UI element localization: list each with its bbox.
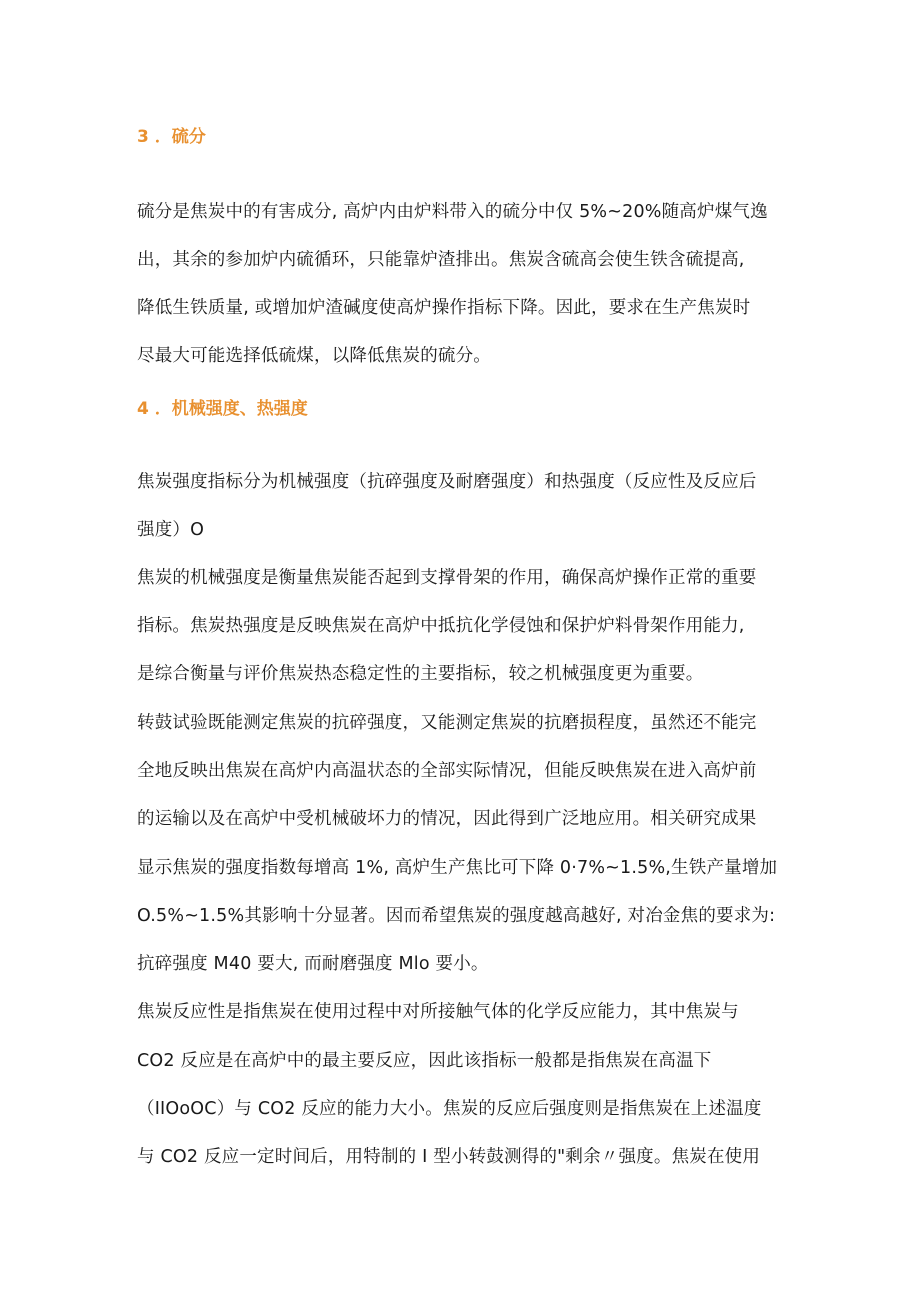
reactivity-line: 焦炭反应性是指焦炭在使用过程中对所接触气体的化学反应能力，其中焦炭与	[137, 1002, 739, 1022]
drum-test-line: O.5%~1.5%其影响十分显著。因而希望焦炭的强度越高越好, 对冶金焦的要求为:	[137, 906, 776, 926]
sulfur-paragraph-line: 出，其余的参加炉内硫循环，只能靠炉渣排出。焦炭含硫高会使生铁含硫提高,	[137, 250, 745, 270]
reactivity-line: （IIOoOC）与 CO2 反应的能力大小。焦炭的反应后强度则是指焦炭在上述温度	[137, 1099, 762, 1119]
drum-test-line: 的运输以及在高炉中受机械破坏力的情况，因此得到广泛地应用。相关研究成果	[137, 809, 757, 829]
drum-test-line: 全地反映出焦炭在高炉内高温状态的全部实际情况，但能反映焦炭在进入高炉前	[137, 761, 757, 781]
strength-intro-line: 强度）O	[137, 520, 205, 540]
sulfur-paragraph-line: 尽最大可能选择低硫煤，以降低焦炭的硫分。	[137, 346, 491, 366]
drum-test-line: 转鼓试验既能测定焦炭的抗碎强度，又能测定焦炭的抗磨损程度，虽然还不能完	[137, 713, 757, 733]
mechanical-strength-line: 焦炭的机械强度是衡量焦炭能否起到支撑骨架的作用，确保高炉操作正常的重要	[137, 568, 757, 588]
mechanical-strength-line: 是综合衡量与评价焦炭热态稳定性的主要指标，较之机械强度更为重要。	[137, 664, 704, 684]
section-heading-sulfur: 3 ．硫分	[137, 127, 206, 147]
mechanical-strength-line: 指标。焦炭热强度是反映焦炭在高炉中抵抗化学侵蚀和保护炉料骨架作用能力,	[137, 616, 745, 636]
section-heading-strength: 4 ．机械强度、热强度	[137, 399, 308, 419]
drum-test-line: 抗碎强度 M40 要大, 而耐磨强度 Mlo 要小。	[137, 954, 489, 974]
sulfur-paragraph-line: 降低生铁质量, 或增加炉渣碱度使高炉操作指标下降。因此，要求在生产焦炭时	[137, 298, 751, 318]
strength-intro-line: 焦炭强度指标分为机械强度（抗碎强度及耐磨强度）和热强度（反应性及反应后	[137, 472, 757, 492]
reactivity-line: CO2 反应是在高炉中的最主要反应，因此该指标一般都是指焦炭在高温下	[137, 1051, 712, 1071]
drum-test-line: 显示焦炭的强度指数每增高 1%, 高炉生产焦比可下降 0·7%~1.5%,生铁产量增加	[137, 858, 778, 878]
reactivity-line: 与 CO2 反应一定时间后，用特制的 I 型小转鼓测得的"剩余〃强度。焦炭在使用	[137, 1147, 761, 1167]
sulfur-paragraph-line: 硫分是焦炭中的有害成分, 高炉内由炉料带入的硫分中仅 5%~20%随高炉煤气逸	[137, 202, 768, 222]
